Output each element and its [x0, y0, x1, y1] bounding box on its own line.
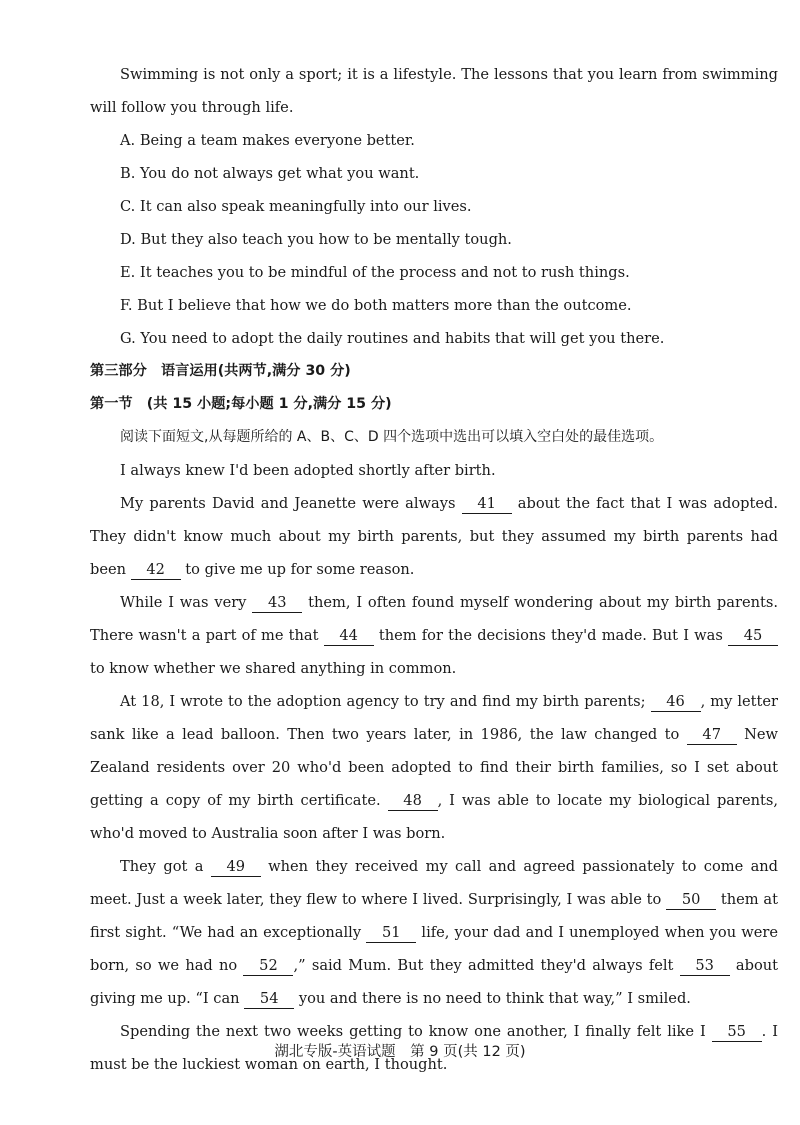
text-run: you and there is no need to think that way,” I smiled. [294, 990, 691, 1007]
option-d: D. But they also teach you how to be mentally tough. [120, 231, 512, 248]
intro-paragraph: Swimming is not only a sport; it is a lifestyle. The lessons that you learn from swimming will follow you through life. [90, 66, 778, 116]
text-run: to give me up for some reason. [180, 561, 415, 578]
text-run: them at first sight. “We had an exceptionally [90, 891, 778, 941]
text-run: At 18, I wrote to the adoption agency to try and find my birth parents; [120, 693, 651, 710]
text-run: . I must be the luckiest woman on earth, I thought. [90, 1023, 778, 1073]
blank-43[interactable]: 43 [252, 594, 302, 613]
blank-42[interactable]: 42 [131, 561, 181, 580]
text-run: , I was able to locate my biological parents, who'd moved to Australia soon after I was born. [90, 792, 778, 842]
blank-51[interactable]: 51 [366, 924, 416, 943]
blank-49[interactable]: 49 [211, 858, 261, 877]
blank-53[interactable]: 53 [680, 957, 730, 976]
blank-55[interactable]: 55 [712, 1023, 762, 1042]
passage-paragraph-3 [90, 586, 778, 685]
text-run: , my letter sank like a lead balloon. Then two years later, in 1986, the law changed to [90, 693, 778, 743]
text-run: about giving me up. “I can [90, 957, 779, 1007]
text-run: New Zealand residents over 20 who'd been adopted to find their birth families, so I set about getting a copy of my birth certificate. [90, 726, 778, 809]
section1-instruction: 阅读下面短文,从每题所给的 A、B、C、D 四个选项中选出可以填入空白处的最佳选项。 [120, 429, 664, 445]
text-run: about the fact that I was adopted. They didn't know much about my birth parents, but they assumed my birth parents had been [90, 495, 778, 578]
blank-41[interactable]: 41 [462, 495, 512, 514]
blank-50[interactable]: 50 [666, 891, 716, 910]
text-run: My parents David and Jeanette were always [120, 495, 462, 512]
option-g: G. You need to adopt the daily routines and habits that will get you there. [120, 330, 665, 347]
passage-paragraph-2 [90, 487, 778, 586]
option-b: B. You do not always get what you want. [120, 165, 420, 182]
section1-heading: 第一节 (共 15 小题;每小题 1 分,满分 15 分) [90, 396, 392, 412]
text-run: them, I often found myself wondering about my birth parents. There wasn't a part of me that [90, 594, 778, 644]
passage-paragraph-4 [90, 685, 778, 850]
option-c: C. It can also speak meaningfully into our lives. [120, 198, 472, 215]
part3-heading: 第三部分 语言运用(共两节,满分 30 分) [90, 363, 351, 379]
text-run: to know whether we shared anything in common. [90, 660, 457, 677]
blank-52[interactable]: 52 [243, 957, 293, 976]
option-f: F. But I believe that how we do both matters more than the outcome. [120, 297, 632, 314]
options-list [90, 124, 778, 355]
blank-46[interactable]: 46 [651, 693, 701, 712]
text-run: them for the decisions they'd made. But I was [373, 627, 728, 644]
exam-page [90, 58, 778, 1081]
blank-47[interactable]: 47 [687, 726, 737, 745]
blank-54[interactable]: 54 [244, 990, 294, 1009]
blank-44[interactable]: 44 [324, 627, 374, 646]
option-a: A. Being a team makes everyone better. [120, 132, 415, 149]
text-run: life, your dad and I unemployed when you were born, so we had no [90, 924, 779, 974]
text-run: when they received my call and agreed passionately to come and meet. Just a week later, they flew to where I lived. Surprisingly, I was able to [90, 858, 779, 908]
text-run: Spending the next two weeks getting to know one another, I finally felt like I [120, 1023, 712, 1040]
text-run: While I was very [120, 594, 253, 611]
option-e: E. It teaches you to be mindful of the process and not to rush things. [120, 264, 630, 281]
page-footer: 湖北专版-英语试题 第 9 页(共 12 页) [274, 1044, 526, 1060]
text-run: They got a [120, 858, 211, 875]
passage-paragraph-5 [90, 850, 778, 1015]
blank-48[interactable]: 48 [388, 792, 438, 811]
blank-45[interactable]: 45 [728, 627, 778, 646]
passage-paragraph-1: I always knew I'd been adopted shortly after birth. [120, 462, 496, 479]
text-run: ,” said Mum. But they admitted they'd always felt [293, 957, 680, 974]
